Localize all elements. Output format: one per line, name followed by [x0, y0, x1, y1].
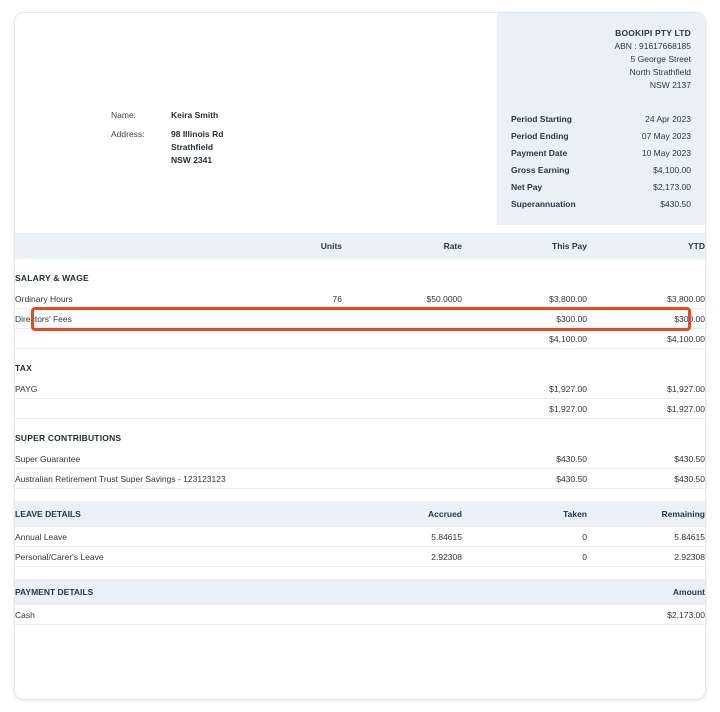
payslip-header	[15, 13, 705, 105]
period-row	[511, 145, 691, 162]
total-units	[232, 329, 342, 349]
employee-name-value: Keira Smith	[171, 110, 219, 120]
period-row	[511, 111, 691, 128]
company-name: BOOKIPI PTY LTD	[615, 28, 691, 38]
earnings-table	[15, 233, 705, 625]
total-rate	[342, 399, 462, 419]
row-this-pay: $430.50	[462, 449, 587, 469]
payment-section-title: PAYMENT DETAILS	[15, 587, 94, 597]
row-description: Annual Leave	[15, 527, 232, 547]
pay-period-summary	[497, 101, 705, 225]
employee-details	[111, 109, 223, 167]
spacer	[15, 567, 705, 580]
period-key: Period Ending	[511, 131, 569, 141]
leave-section-title: LEAVE DETAILS	[15, 509, 81, 519]
table-row	[15, 449, 705, 469]
super-section-title: SUPER CONTRIBUTIONS	[15, 433, 122, 443]
period-row	[511, 196, 691, 213]
company-address-line2: North Strathfield	[629, 67, 691, 77]
leave-col-taken: Taken	[563, 509, 587, 519]
period-key: Superannuation	[511, 199, 576, 209]
row-remaining: 5.84615	[587, 527, 705, 547]
row-units	[232, 469, 342, 489]
table-row-directors-fees	[15, 309, 705, 329]
row-units: 76	[232, 289, 342, 309]
row-accrued: 2.92308	[342, 547, 462, 567]
row-description: Ordinary Hours	[15, 289, 232, 309]
period-row	[511, 162, 691, 179]
employee-name-row	[111, 109, 223, 122]
row-description: Cash	[15, 605, 232, 625]
total-description	[15, 399, 232, 419]
company-details	[497, 13, 705, 104]
company-address-line3: NSW 2137	[649, 80, 691, 90]
total-ytd: $4,100.00	[587, 329, 705, 349]
row-this-pay: $300.00	[462, 309, 587, 329]
section-title-tax	[15, 349, 705, 380]
section-title-salary	[15, 259, 705, 289]
employee-address-row	[111, 128, 223, 167]
total-units	[232, 399, 342, 419]
table-row	[15, 547, 705, 567]
row-units	[232, 379, 342, 399]
payment-col-spacer-1	[232, 579, 342, 605]
row-taken: 0	[462, 547, 587, 567]
row-spacer-3	[462, 605, 587, 625]
row-spacer	[232, 527, 342, 547]
company-address-line1: 5 George Street	[630, 54, 691, 64]
period-row	[511, 179, 691, 196]
spacer	[15, 489, 705, 502]
period-key: Net Pay	[511, 182, 543, 192]
total-ytd: $1,927.00	[587, 399, 705, 419]
table-row	[15, 605, 705, 625]
row-ytd: $430.50	[587, 449, 705, 469]
section-title-super	[15, 419, 705, 450]
salary-section-title: SALARY & WAGE	[15, 273, 89, 283]
payment-section-header	[15, 579, 705, 605]
row-this-pay: $1,927.00	[462, 379, 587, 399]
payslip-body	[15, 233, 705, 625]
leave-col-accrued: Accrued	[427, 509, 462, 519]
period-value: 10 May 2023	[641, 148, 691, 158]
total-this-pay: $4,100.00	[462, 329, 587, 349]
period-value: $4,100.00	[653, 165, 691, 175]
col-description	[15, 233, 232, 259]
col-rate: Rate	[443, 241, 462, 251]
payment-col-amount: Amount	[672, 587, 705, 597]
row-spacer	[232, 547, 342, 567]
row-rate	[342, 469, 462, 489]
employee-address-line3: NSW 2341	[171, 155, 213, 165]
row-remaining: 2.92308	[587, 547, 705, 567]
leave-col-spacer	[232, 501, 342, 527]
payslip-document	[14, 12, 706, 700]
payment-col-spacer-3	[462, 579, 587, 605]
row-taken: 0	[462, 527, 587, 547]
row-this-pay: $3,800.00	[462, 289, 587, 309]
total-rate	[342, 329, 462, 349]
total-this-pay: $1,927.00	[462, 399, 587, 419]
period-key: Payment Date	[511, 148, 568, 158]
col-ytd: YTD	[688, 241, 705, 251]
row-description: PAYG	[15, 379, 232, 399]
period-value: 07 May 2023	[641, 131, 691, 141]
table-row	[15, 289, 705, 309]
period-value: $430.50	[660, 199, 691, 209]
tax-section-title: TAX	[15, 363, 32, 373]
period-key: Period Starting	[511, 114, 572, 124]
row-rate	[342, 379, 462, 399]
payment-col-spacer-2	[342, 579, 462, 605]
period-key: Gross Earning	[511, 165, 570, 175]
period-value: $2,173.00	[653, 182, 691, 192]
row-ytd: $430.50	[587, 469, 705, 489]
row-spacer-2	[342, 605, 462, 625]
row-this-pay: $430.50	[462, 469, 587, 489]
row-description: Australian Retirement Trust Super Savings - 123123123	[15, 469, 232, 489]
row-rate	[342, 449, 462, 469]
employee-address-line1: 98 Illinois Rd	[171, 129, 224, 139]
row-units	[232, 449, 342, 469]
col-units: Units	[320, 241, 342, 251]
employee-name-label: Name:	[111, 110, 137, 120]
row-description: Directors' Fees	[15, 309, 232, 329]
salary-total-row	[15, 329, 705, 349]
period-value: 24 Apr 2023	[645, 114, 691, 124]
employee-and-period	[15, 105, 705, 233]
table-row	[15, 379, 705, 399]
col-this-pay: This Pay	[552, 241, 587, 251]
leave-section-header	[15, 501, 705, 527]
tax-total-row	[15, 399, 705, 419]
row-ytd: $3,800.00	[587, 289, 705, 309]
table-row	[15, 469, 705, 489]
row-rate: $50.0000	[342, 289, 462, 309]
row-amount: $2,173.00	[587, 605, 705, 625]
row-accrued: 5.84615	[342, 527, 462, 547]
row-ytd: $1,927.00	[587, 379, 705, 399]
total-description	[15, 329, 232, 349]
employee-address-value	[171, 128, 223, 167]
row-spacer-1	[232, 605, 342, 625]
company-abn: ABN : 91617668185	[614, 41, 691, 51]
employee-address-line2: Strathfield	[171, 142, 214, 152]
period-row	[511, 128, 691, 145]
table-row	[15, 527, 705, 547]
row-ytd: $300.00	[587, 309, 705, 329]
row-units	[232, 309, 342, 329]
employee-address-label: Address:	[111, 129, 145, 139]
row-description: Super Guarantee	[15, 449, 232, 469]
earnings-column-header	[15, 233, 705, 259]
row-rate	[342, 309, 462, 329]
leave-col-remaining: Remaining	[661, 509, 705, 519]
row-description: Personal/Carer's Leave	[15, 547, 232, 567]
